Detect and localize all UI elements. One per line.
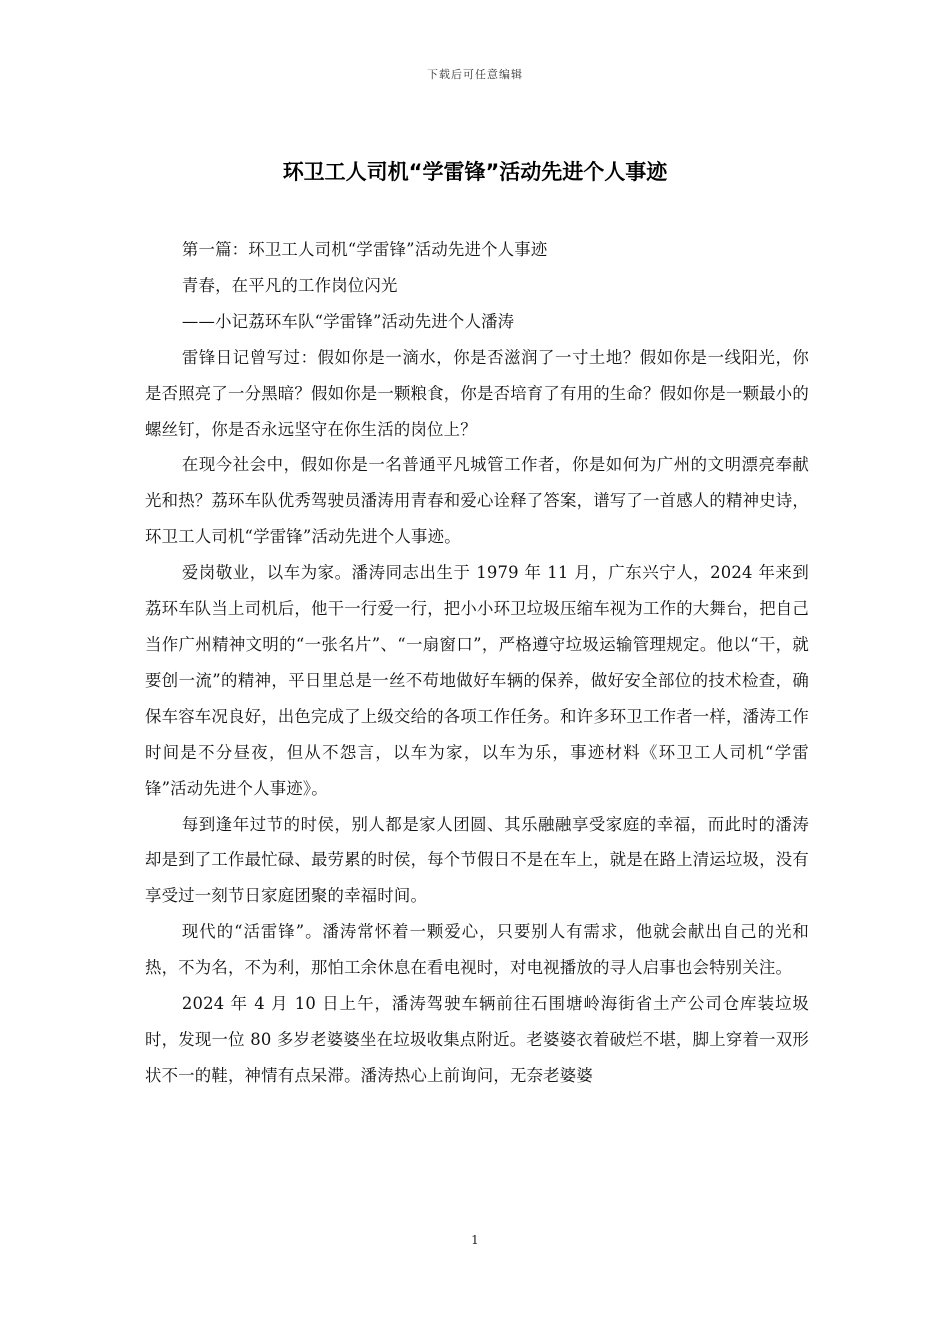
- body-paragraph: 2024 年 4 月 10 日上午，潘涛驾驶车辆前往石围塘岭海街省土产公司仓库装垃圾时，发现一位 80 多岁老婆婆坐在垃圾收集点附近。老婆婆衣着破烂不堪，脚上穿着一双形状不一的鞋，神情有点呆滞。潘涛热心上前询问，无奈老婆婆: [145, 994, 809, 1085]
- body-paragraph: 雷锋日记曾写过：假如你是一滴水，你是否滋润了一寸土地？假如你是一线阳光，你是否照亮了一分黑暗？假如你是一颗粮食，你是否培育了有用的生命？假如你是一颗最小的螺丝钉，你是否永远坚守在你生活的岗位上？: [145, 347, 809, 439]
- page-header: 下载后可任意编辑: [427, 68, 523, 81]
- body-paragraph: 在现今社会中，假如你是一名普通平凡城管工作者，你是如何为广州的文明漂亮奉献光和热？荔环车队优秀驾驶员潘涛用青春和爱心诠释了答案，谱写了一首感人的精神史诗，环卫工人司机“学雷锋”活动先进个人事迹。: [145, 455, 809, 547]
- document-body: [145, 232, 809, 1094]
- body-paragraph: 现代的“活雷锋”。潘涛常怀着一颗爱心，只要别人有需求，他就会献出自己的光和热，不为名，不为利，那怕工余休息在看电视时，对电视播放的寻人启事也会特别关注。: [145, 922, 809, 978]
- subheading-first-article: 第一篇：环卫工人司机“学雷锋”活动先进个人事迹: [181, 240, 548, 259]
- subheading-byline: ——小记荔环车队“学雷锋”活动先进个人潘涛: [181, 311, 515, 331]
- page-number: 1: [471, 1233, 479, 1247]
- body-paragraph: 每到逢年过节的时侯，别人都是家人团圆、其乐融融享受家庭的幸福，而此时的潘涛却是到了工作最忙碌、最劳累的时侯，每个节假日不是在车上，就是在路上清运垃圾，没有享受过一刻节日家庭团聚的幸福时间。: [145, 814, 809, 906]
- document-title: 环卫工人司机“学雷锋”活动先进个人事迹: [282, 160, 668, 184]
- subheading-theme: 青春，在平凡的工作岗位闪光: [181, 275, 398, 295]
- body-paragraph: 爱岗敬业，以车为家。潘涛同志出生于 1979 年 11 月，广东兴宁人，2024 年来到荔环车队当上司机后，他干一行爱一行，把小小环卫垃圾压缩车视为工作的大舞台，把自己当作广州精神文明的“一张名片”、“一扇窗口”，严格遵守垃圾运输管理规定。他以“干，就要创一流”的精神，平日里总是一丝不苟地做好车辆的保养，做好安全部位的技术检查，确保车容车况良好，出色完成了上级交给的各项工作任务。和许多环卫工作者一样，潘涛工作时间是不分昼夜，但从不怨言，以车为家，以车为乐，事迹材料《环卫工人司机“学雷锋”活动先进个人事迹》。: [145, 563, 809, 798]
